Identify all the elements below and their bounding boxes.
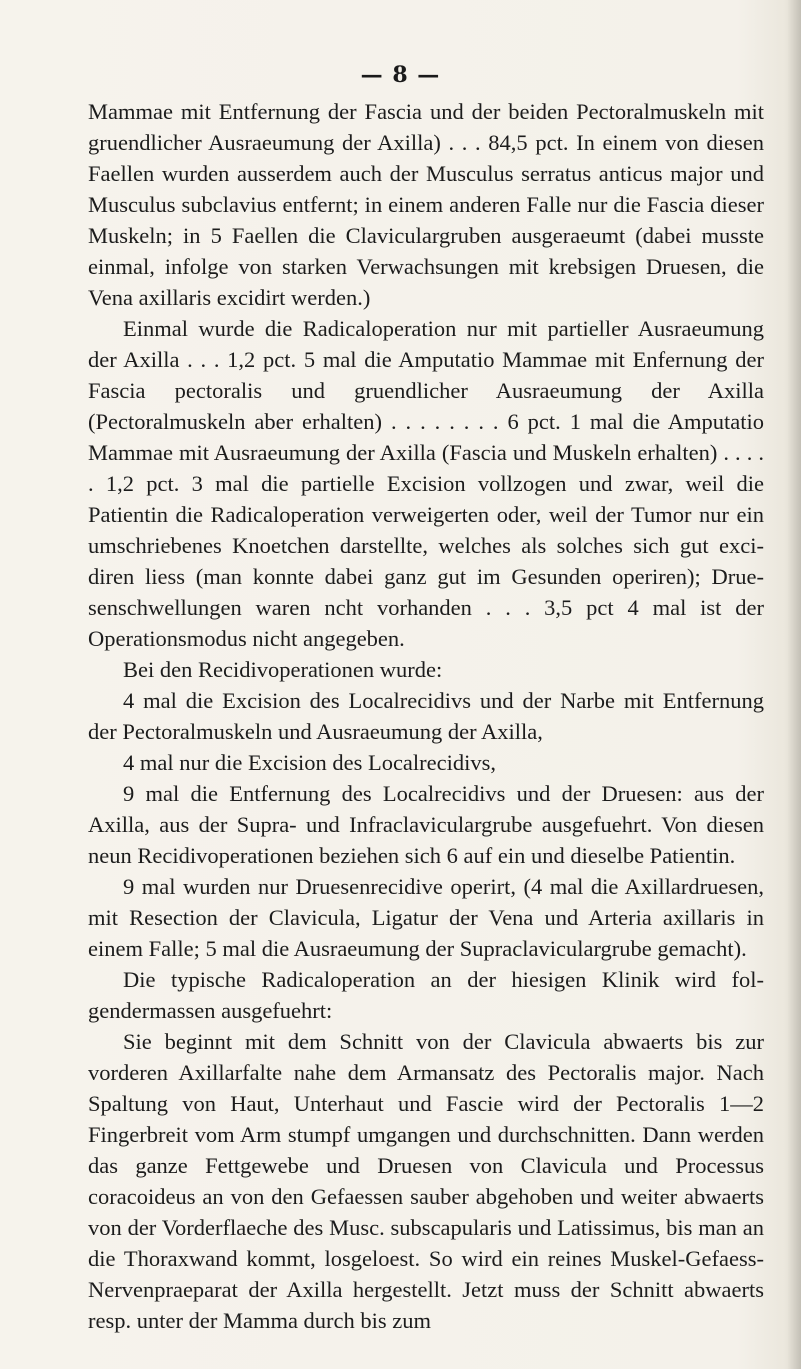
paragraph-3: Bei den Recidivoperationen wurde: — [123, 657, 443, 682]
paragraph-1: Mammae mit Entfernung der Fascia und der beiden Pectoralmuskeln mit gruendlicher Ausraeumung der Axilla) . . . 84,5 pct. In einem von diesen Faellen wurden ausserdem auch der Musculus serratus anticus major und Musculus subclavius entfernt; in einem anderen Falle nur die Fascia dieser Muskeln; in 5 Faellen die Claviculargruben ausgeraeumt (dabei musste einmal, infolge von starken Verwachsungen mit krebsigen Druesen, die Vena axillaris excidirt werden.) — [88, 99, 764, 310]
body-text — [88, 96, 764, 1336]
paragraph-2: Einmal wurde die Radicaloperation nur mit partieller Ausraeumung der Axilla . . . 1,2 pct. 5 mal die Amputatio Mammae mit Enfernung der Fascia pectoralis und gruendlicher Ausraeumung der Axilla (Pectoralmuskeln aber erhalten) . . . . . . . . 6 pct. 1 mal die Amputatio Mammae mit Ausraeumung der Axilla (Fascia und Muskeln erhalten) . . . . . 1,2 pct. 3 mal die partielle Excision vollzogen und zwar, weil die Patientin die Radicaloperation verweigerten oder, weil der Tumor nur ein umschriebenes Knoetchen darstellte, welches als solches sich gut excidiren liess (man konnte dabei ganz gut im Gesunden operiren); Druesenschwellungen waren ncht vorhanden . . . 3,5 pct 4 mal ist der Operationsmodus nicht angegeben. — [88, 316, 764, 651]
page-number: — 8 — — [360, 62, 441, 88]
paragraph-6: 9 mal die Entfernung des Localrecidivs und der Druesen: aus der Axilla, aus der Supra- und Infraclaviculargrube ausgefuehrt. Von diesen neun Recidivoperationen beziehen sich 6 auf ein und dieselbe Patientin. — [88, 781, 764, 868]
paragraph-8: Die typische Radicaloperation an der hiesigen Klinik wird folgendermassen ausgefuehrt: — [88, 967, 764, 1023]
paragraph-5: 4 mal nur die Excision des Localrecidivs, — [123, 750, 497, 775]
page-edge-shadow — [787, 0, 801, 1369]
paragraph-9: Sie beginnt mit dem Schnitt von der Clavicula abwaerts bis zur vorderen Axillarfalte nahe dem Armansatz des Pectoralis major. Nach Spaltung von Haut, Unterhaut und Fascie wird der Pectoralis 1—2 Fingerbreit vom Arm stumpf umgangen und durchschnitten. Dann werden das ganze Fettgewebe und Druesen von Clavicula und Processus coracoideus an von den Gefaessen sauber abgehoben und weiter abwaerts von der Vorderflaeche des Musc. subscapularis und Latissimus, bis man an die Thoraxwand kommt, losgeloest. So wird ein reines Muskel-Gefaess-Nervenpraeparat der Axilla hergestellt. Jetzt muss der Schnitt abwaerts resp. unter der Mamma durch bis zum — [88, 1029, 764, 1333]
paragraph-7: 9 mal wurden nur Druesenrecidive operirt, (4 mal die Axillardruesen, mit Resection der Clavicula, Ligatur der Vena und Arteria axillaris in einem Falle; 5 mal die Ausraeumung der Supraclaviculargrube gemacht). — [88, 874, 764, 961]
paragraph-4: 4 mal die Excision des Localrecidivs und der Narbe mit Entfernung der Pectoralmuskeln und Ausraeumung der Axilla, — [88, 688, 764, 744]
